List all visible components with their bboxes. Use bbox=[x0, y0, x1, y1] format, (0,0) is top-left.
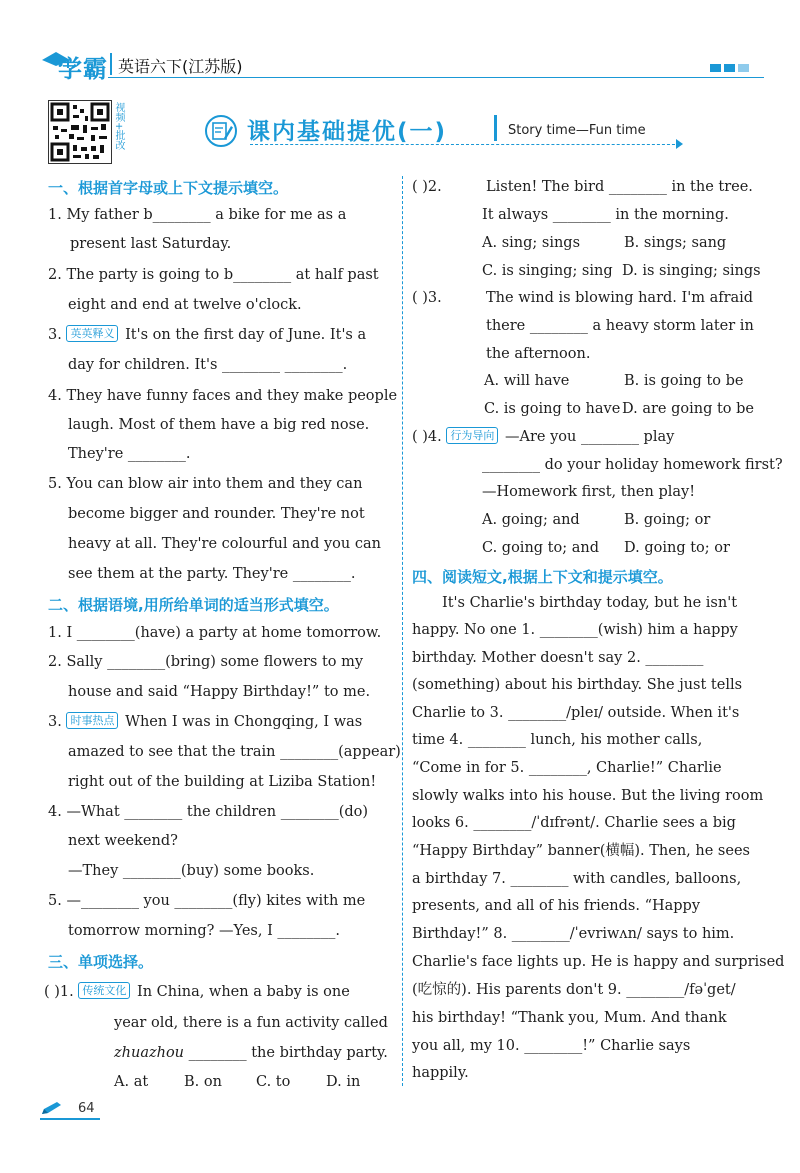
s1-line: heavy at all. They're colourful and you can bbox=[68, 536, 381, 552]
q3-number: 3. bbox=[48, 714, 62, 730]
header-decoration bbox=[710, 64, 749, 72]
option-d[interactable]: D. is singing; sings bbox=[622, 263, 761, 279]
option-a[interactable]: A. at bbox=[114, 1074, 149, 1090]
s1-line: day for children. It's ________ ________. bbox=[68, 357, 348, 373]
passage-line: (something) about his birthday. She just tells bbox=[412, 677, 743, 693]
book-title: 英语六下(江苏版) bbox=[118, 57, 243, 76]
passage-line: It's Charlie's birthday today, but he isn't bbox=[442, 595, 738, 611]
answer-paren[interactable]: ( )1. bbox=[44, 984, 74, 1000]
s2-line: tomorrow morning? —Yes, I ________. bbox=[68, 923, 341, 939]
s2-line: 2. Sally ________(bring) some flowers to my bbox=[48, 654, 364, 670]
s1-line: become bigger and rounder. They're not bbox=[68, 506, 365, 522]
section-4-title: 四、阅读短文,根据上下文和提示填空。 bbox=[412, 568, 673, 586]
passage-line: his birthday! “Thank you, Mum. And thank bbox=[412, 1010, 727, 1026]
q3-number: 3. bbox=[48, 327, 62, 343]
q4-line: ________ do your holiday homework first? bbox=[482, 457, 783, 473]
passage-line: Charlie to 3. ________/pleɪ/ outside. When it's bbox=[412, 705, 740, 721]
option-d[interactable]: D. are going to be bbox=[622, 401, 755, 417]
passage-line: Charlie's face lights up. He is happy and surprised bbox=[412, 954, 785, 970]
option-a[interactable]: A. will have bbox=[484, 373, 570, 389]
italic-word: zhuazhou bbox=[114, 1045, 185, 1061]
passage-line: time 4. ________ lunch, his mother calls, bbox=[412, 732, 703, 748]
q4-text: —Are you ________ play bbox=[504, 429, 675, 445]
s1-line: They're ________. bbox=[68, 446, 191, 462]
option-a[interactable]: A. sing; sings bbox=[482, 235, 581, 251]
option-c[interactable]: C. going to; and bbox=[482, 540, 599, 556]
page-number: 64 bbox=[78, 1101, 95, 1116]
q4-paren[interactable]: ( )4. bbox=[412, 429, 442, 445]
s1-line: eight and end at twelve o'clock. bbox=[68, 297, 302, 313]
s1-line: laugh. Most of them have a big red nose. bbox=[68, 417, 370, 433]
q3-line: the afternoon. bbox=[486, 346, 591, 362]
column-divider bbox=[402, 176, 403, 1086]
q1-text: In China, when a baby is one bbox=[136, 984, 350, 1000]
s2-line: 4. —What ________ the children ________(do) bbox=[48, 804, 369, 820]
s1-line: 1. My father b________ a bike for me as a bbox=[48, 207, 347, 223]
s2-line: right out of the building at Liziba Station! bbox=[68, 774, 377, 790]
s2-line: —They ________(buy) some books. bbox=[68, 863, 315, 879]
section-3-title: 三、单项选择。 bbox=[48, 953, 154, 971]
option-c[interactable]: C. to bbox=[256, 1074, 291, 1090]
passage-line: “Come in for 5. ________, Charlie!” Charlie bbox=[412, 760, 722, 776]
passage-line: happy. No one 1. ________(wish) him a happy bbox=[412, 622, 738, 638]
passage-line: a birthday 7. ________ with candles, balloons, bbox=[412, 871, 742, 887]
passage-line: slowly walks into his house. But the living room bbox=[412, 788, 764, 804]
title-separator bbox=[494, 115, 497, 141]
s3-q1-line bbox=[44, 982, 350, 1002]
option-b[interactable]: B. on bbox=[184, 1074, 222, 1090]
q3-line: there ________ a heavy storm later in bbox=[486, 318, 754, 334]
s1-line: present last Saturday. bbox=[70, 236, 232, 252]
q3-paren[interactable]: ( )3. bbox=[412, 290, 442, 306]
s3-line: year old, there is a fun activity called bbox=[114, 1015, 388, 1031]
option-d[interactable]: D. in bbox=[326, 1074, 361, 1090]
s2-q3-line bbox=[48, 712, 362, 732]
s2-line: 1. I ________(have) a party at home tomorrow. bbox=[48, 625, 382, 641]
q2-line: Listen! The bird ________ in the tree. bbox=[486, 179, 753, 195]
passage-line: looks 6. ________/ˈdɪfrənt/. Charlie sees a big bbox=[412, 815, 736, 831]
passage-line: presents, and all of his friends. “Happy bbox=[412, 898, 701, 914]
qr-code-icon[interactable] bbox=[48, 100, 112, 164]
tag-traditional-culture: 传统文化 bbox=[78, 982, 130, 999]
tag-english-definition: 英英释义 bbox=[66, 325, 118, 342]
option-b[interactable]: B. is going to be bbox=[624, 373, 744, 389]
q2-line: It always ________ in the morning. bbox=[482, 207, 729, 223]
q4-first-line bbox=[412, 427, 674, 447]
tag-behavior-guidance: 行为导向 bbox=[446, 427, 498, 444]
passage-line: “Happy Birthday” banner(横幅). Then, he sees bbox=[412, 843, 750, 859]
passage-line: Birthday!” 8. ________/ˈevriwʌn/ says to him. bbox=[412, 926, 735, 942]
s2-line: house and said “Happy Birthday!” to me. bbox=[68, 684, 371, 700]
s1-line: 4. They have funny faces and they make people bbox=[48, 388, 398, 404]
passage-line: happily. bbox=[412, 1065, 469, 1081]
s1-line: see them at the party. They're ________. bbox=[68, 566, 356, 582]
section-1-title: 一、根据首字母或上下文提示填空。 bbox=[48, 179, 289, 197]
q3-text: When I was in Chongqing, I was bbox=[125, 714, 363, 730]
s2-line: 5. —________ you ________(fly) kites with me bbox=[48, 893, 366, 909]
option-d[interactable]: D. going to; or bbox=[624, 540, 730, 556]
option-b[interactable]: B. sings; sang bbox=[624, 235, 727, 251]
qr-caption: 视频+批改 bbox=[113, 102, 124, 151]
title-dashed-rule bbox=[250, 144, 680, 145]
option-c[interactable]: C. is going to have bbox=[484, 401, 621, 417]
q3-text: It's on the first day of June. It's a bbox=[125, 327, 367, 343]
s2-line: next weekend? bbox=[68, 833, 178, 849]
s3-q1-line-3 bbox=[114, 1043, 388, 1063]
pencil-icon bbox=[40, 1100, 64, 1116]
section-2-title: 二、根据语境,用所给单词的适当形式填空。 bbox=[48, 596, 339, 614]
option-a[interactable]: A. going; and bbox=[482, 512, 580, 528]
option-c[interactable]: C. is singing; sing bbox=[482, 263, 613, 279]
s1-q3-line bbox=[48, 325, 366, 345]
tag-current-affairs: 时事热点 bbox=[66, 712, 118, 729]
footer-rule bbox=[40, 1118, 100, 1120]
option-b[interactable]: B. going; or bbox=[624, 512, 711, 528]
q2-paren[interactable]: ( )2. bbox=[412, 179, 442, 195]
s1-line: 2. The party is going to b________ at half past bbox=[48, 267, 379, 283]
q4-line: —Homework first, then play! bbox=[482, 484, 696, 500]
passage-line: (吃惊的). His parents don't 9. ________/fəˈget/ bbox=[412, 982, 736, 998]
q3-line: The wind is blowing hard. I'm afraid bbox=[486, 290, 754, 306]
arrow-right-icon bbox=[676, 139, 683, 149]
lesson-subtitle: Story time—Fun time bbox=[508, 123, 646, 138]
s1-line: 5. You can blow air into them and they can bbox=[48, 476, 363, 492]
header-separator bbox=[110, 53, 112, 75]
passage-line: birthday. Mother doesn't say 2. ________ bbox=[412, 650, 704, 666]
header-rule bbox=[108, 77, 764, 78]
lesson-title: 课内基础提优(一) bbox=[247, 119, 448, 145]
notebook-pencil-icon bbox=[204, 114, 238, 148]
logo-text: 学霸 bbox=[58, 55, 108, 83]
q1-text: ________ the birthday party. bbox=[188, 1045, 388, 1061]
s2-line: amazed to see that the train ________(appear) bbox=[68, 744, 401, 760]
passage-line: you all, my 10. ________!” Charlie says bbox=[412, 1038, 691, 1054]
